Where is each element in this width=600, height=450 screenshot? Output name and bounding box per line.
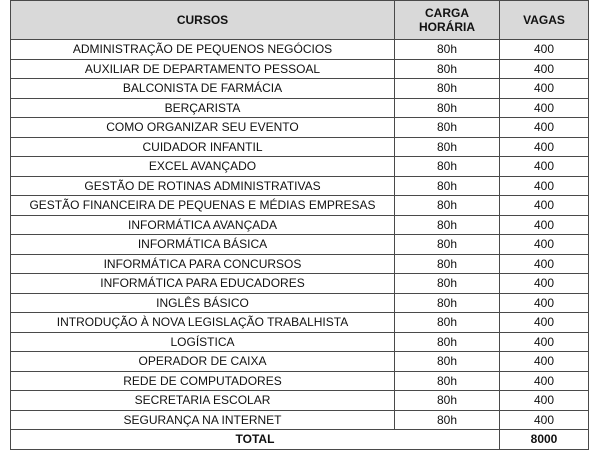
course-cell: INTRODUÇÃO À NOVA LEGISLAÇÃO TRABALHISTA <box>11 313 395 333</box>
table-row <box>11 176 589 196</box>
hours-cell: 80h <box>395 274 500 294</box>
course-cell: SECRETARIA ESCOLAR <box>11 391 395 411</box>
table-row <box>11 59 589 79</box>
header-hours-line1: CARGA <box>425 6 469 20</box>
total-row <box>11 430 589 450</box>
seats-cell: 400 <box>500 313 589 333</box>
course-cell: GESTÃO FINANCEIRA DE PEQUENAS E MÉDIAS EMPRESAS <box>11 196 395 216</box>
seats-cell: 400 <box>500 79 589 99</box>
course-cell: INFORMÁTICA BÁSICA <box>11 235 395 255</box>
table-row <box>11 98 589 118</box>
hours-cell: 80h <box>395 410 500 430</box>
course-cell: BALCONISTA DE FARMÁCIA <box>11 79 395 99</box>
table-body <box>11 40 589 430</box>
table-row <box>11 196 589 216</box>
seats-cell: 400 <box>500 391 589 411</box>
hours-cell: 80h <box>395 79 500 99</box>
hours-cell: 80h <box>395 313 500 333</box>
seats-cell: 400 <box>500 157 589 177</box>
hours-cell: 80h <box>395 235 500 255</box>
seats-cell: 400 <box>500 254 589 274</box>
course-cell: INGLÊS BÁSICO <box>11 293 395 313</box>
table-row <box>11 371 589 391</box>
seats-cell: 400 <box>500 274 589 294</box>
table-row <box>11 157 589 177</box>
hours-cell: 80h <box>395 352 500 372</box>
table-row <box>11 410 589 430</box>
course-cell: CUIDADOR INFANTIL <box>11 137 395 157</box>
seats-cell: 400 <box>500 371 589 391</box>
course-cell: INFORMÁTICA PARA EDUCADORES <box>11 274 395 294</box>
total-seats: 8000 <box>500 430 589 450</box>
seats-cell: 400 <box>500 40 589 60</box>
course-cell: AUXILIAR DE DEPARTAMENTO PESSOAL <box>11 59 395 79</box>
courses-table-container <box>10 0 588 450</box>
course-cell: SEGURANÇA NA INTERNET <box>11 410 395 430</box>
seats-cell: 400 <box>500 196 589 216</box>
table-row <box>11 137 589 157</box>
hours-cell: 80h <box>395 98 500 118</box>
hours-cell: 80h <box>395 118 500 138</box>
header-hours <box>395 1 500 40</box>
course-cell: INFORMÁTICA PARA CONCURSOS <box>11 254 395 274</box>
seats-cell: 400 <box>500 293 589 313</box>
hours-cell: 80h <box>395 137 500 157</box>
hours-cell: 80h <box>395 293 500 313</box>
hours-cell: 80h <box>395 254 500 274</box>
seats-cell: 400 <box>500 137 589 157</box>
table-row <box>11 118 589 138</box>
table-header-row <box>11 1 589 40</box>
hours-cell: 80h <box>395 371 500 391</box>
hours-cell: 80h <box>395 40 500 60</box>
table-row <box>11 40 589 60</box>
header-seats: VAGAS <box>500 1 589 40</box>
table-row <box>11 332 589 352</box>
courses-table <box>10 0 589 450</box>
table-row <box>11 215 589 235</box>
course-cell: BERÇARISTA <box>11 98 395 118</box>
hours-cell: 80h <box>395 215 500 235</box>
seats-cell: 400 <box>500 332 589 352</box>
hours-cell: 80h <box>395 176 500 196</box>
course-cell: LOGÍSTICA <box>11 332 395 352</box>
table-row <box>11 274 589 294</box>
seats-cell: 400 <box>500 352 589 372</box>
table-row <box>11 313 589 333</box>
seats-cell: 400 <box>500 176 589 196</box>
seats-cell: 400 <box>500 410 589 430</box>
hours-cell: 80h <box>395 196 500 216</box>
course-cell: INFORMÁTICA AVANÇADA <box>11 215 395 235</box>
hours-cell: 80h <box>395 332 500 352</box>
course-cell: OPERADOR DE CAIXA <box>11 352 395 372</box>
table-row <box>11 352 589 372</box>
seats-cell: 400 <box>500 215 589 235</box>
table-row <box>11 235 589 255</box>
header-hours-line2: HORÁRIA <box>419 20 475 34</box>
course-cell: EXCEL AVANÇADO <box>11 157 395 177</box>
course-cell: ADMINISTRAÇÃO DE PEQUENOS NEGÓCIOS <box>11 40 395 60</box>
total-label: TOTAL <box>11 430 500 450</box>
table-row <box>11 254 589 274</box>
hours-cell: 80h <box>395 59 500 79</box>
course-cell: GESTÃO DE ROTINAS ADMINISTRATIVAS <box>11 176 395 196</box>
course-cell: REDE DE COMPUTADORES <box>11 371 395 391</box>
hours-cell: 80h <box>395 157 500 177</box>
table-row <box>11 79 589 99</box>
header-course: CURSOS <box>11 1 395 40</box>
seats-cell: 400 <box>500 118 589 138</box>
table-row <box>11 391 589 411</box>
course-cell: COMO ORGANIZAR SEU EVENTO <box>11 118 395 138</box>
table-row <box>11 293 589 313</box>
hours-cell: 80h <box>395 391 500 411</box>
seats-cell: 400 <box>500 98 589 118</box>
seats-cell: 400 <box>500 235 589 255</box>
seats-cell: 400 <box>500 59 589 79</box>
